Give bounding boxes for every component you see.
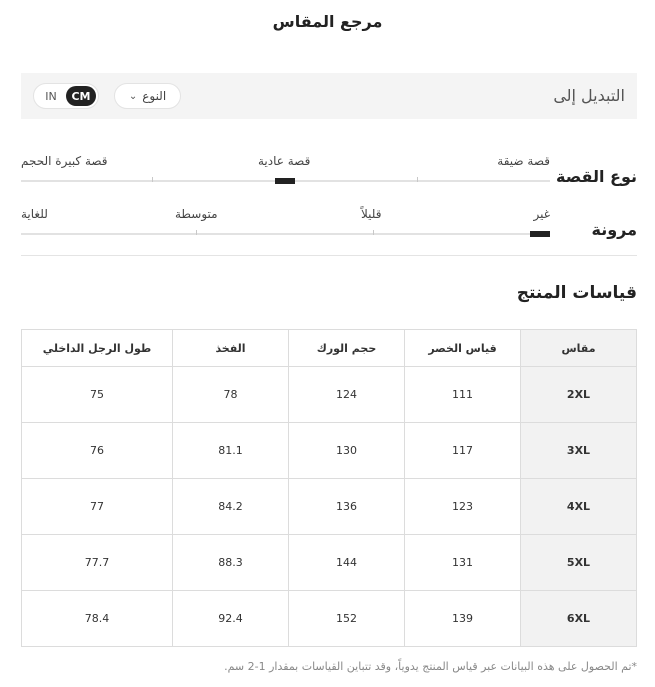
thigh-cell: 78	[173, 367, 289, 423]
fit-option-oversized: قصة كبيرة الحجم	[21, 154, 108, 168]
thigh-cell: 84.2	[173, 479, 289, 535]
size-cell: 4XL	[521, 479, 637, 535]
table-row	[22, 479, 637, 535]
thigh-cell: 92.4	[173, 591, 289, 647]
table-row	[22, 423, 637, 479]
stretch-option-medium: متوسطة	[175, 207, 218, 221]
switch-label: التبديل إلى	[553, 86, 625, 105]
fit-type-row	[21, 150, 637, 190]
column-header-hip: حجم الورك	[289, 330, 405, 367]
size-cell: 6XL	[521, 591, 637, 647]
waist-cell: 117	[405, 423, 521, 479]
unit-toggle[interactable]	[33, 83, 99, 109]
table-row	[22, 535, 637, 591]
footnote: *تم الحصول على هذه البيانات عبر قياس المنتج يدوياً، وقد تتباين القياسات بمقدار 1-2 سم.	[224, 660, 637, 673]
waist-cell: 131	[405, 535, 521, 591]
inseam-cell: 78.4	[22, 591, 173, 647]
size-cell: 5XL	[521, 535, 637, 591]
inseam-cell: 75	[22, 367, 173, 423]
stretch-option-high: للغاية	[21, 207, 48, 221]
column-header-size: مقاس	[521, 330, 637, 367]
stretch-option-none: غير	[533, 207, 550, 221]
table-header-row	[22, 330, 637, 367]
page-title: مرجع المقاس	[272, 12, 383, 31]
column-header-inseam: طول الرجل الداخلي	[22, 330, 173, 367]
unit-switch-bar	[21, 73, 637, 119]
thigh-cell: 88.3	[173, 535, 289, 591]
fit-option-slim: قصة ضيقة	[497, 154, 550, 168]
chevron-down-icon: ⌄	[128, 90, 138, 102]
size-table	[21, 329, 637, 647]
hip-cell: 144	[289, 535, 405, 591]
unit-cm-button[interactable]: CM	[66, 86, 96, 106]
fit-option-regular: قصة عادية	[258, 154, 311, 168]
size-cell: 3XL	[521, 423, 637, 479]
waist-cell: 123	[405, 479, 521, 535]
thigh-cell: 81.1	[173, 423, 289, 479]
hip-cell: 130	[289, 423, 405, 479]
divider	[21, 255, 637, 256]
size-cell: 2XL	[521, 367, 637, 423]
section-title: قياسات المنتج	[516, 283, 637, 303]
waist-cell: 139	[405, 591, 521, 647]
fit-scale-marker	[275, 178, 295, 184]
stretch-scale-marker	[530, 231, 550, 237]
waist-cell: 111	[405, 367, 521, 423]
fit-type-label: نوع القصة	[555, 167, 637, 186]
type-select-value: النوع	[142, 89, 167, 103]
stretch-scale	[21, 227, 550, 237]
column-header-thigh: الفخذ	[173, 330, 289, 367]
stretch-label: مرونة	[591, 220, 637, 239]
unit-in-button[interactable]: IN	[45, 89, 57, 103]
stretch-row	[21, 203, 637, 243]
inseam-cell: 77	[22, 479, 173, 535]
table-row	[22, 367, 637, 423]
fit-scale	[21, 174, 550, 184]
inseam-cell: 76	[22, 423, 173, 479]
type-select[interactable]	[114, 83, 181, 109]
hip-cell: 124	[289, 367, 405, 423]
column-header-waist: قياس الخصر	[405, 330, 521, 367]
hip-cell: 152	[289, 591, 405, 647]
hip-cell: 136	[289, 479, 405, 535]
stretch-option-slight: قليلاً	[361, 207, 382, 221]
inseam-cell: 77.7	[22, 535, 173, 591]
table-row	[22, 591, 637, 647]
